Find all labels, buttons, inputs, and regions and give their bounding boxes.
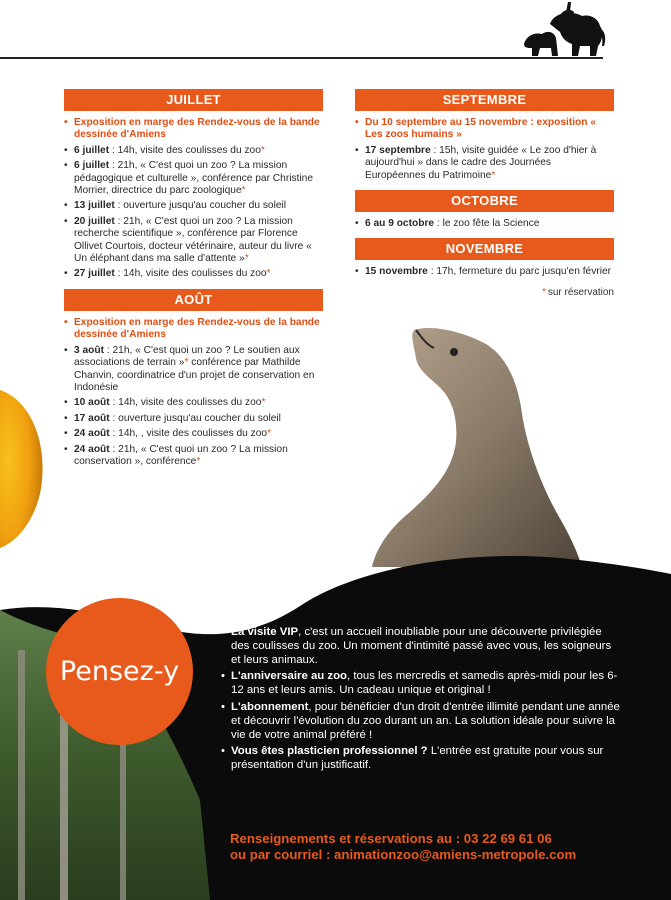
right-column xyxy=(355,89,614,298)
header-rule xyxy=(0,57,603,59)
event-list-juillet xyxy=(64,117,323,281)
event-list-septembre xyxy=(355,117,614,182)
animals-silhouette-icon xyxy=(520,2,608,58)
month-header-septembre: SEPTEMBRE xyxy=(355,89,614,111)
event-item: • 24 août : 14h, , visite des coulisses du zoo* xyxy=(64,428,323,440)
tip-item: • L'abonnement, pour bénéficier d'un droit d'entrée illimité pendant une année et découvrir l'évolution du zoo durant un an. La solution idéale pour suivre la vie de votre animal préféré ! xyxy=(221,701,621,742)
event-item: • Du 10 septembre au 15 novembre : exposition « Les zoos humains » xyxy=(355,117,614,142)
tip-item: • L'anniversaire au zoo, tous les mercredis et samedis après-midi pour les 6-12 ans et leurs amis. Un cadeau unique et original ! xyxy=(221,670,621,698)
contact-info xyxy=(230,831,650,863)
event-item: • 6 juillet : 14h, visite des coulisses du zoo* xyxy=(64,145,323,157)
event-item: • 6 au 9 octobre : le zoo fête la Science xyxy=(355,218,614,230)
event-item: • 20 juillet : 21h, « C'est quoi un zoo ? La mission recherche scientifique », conférence par Florence Ollivet Courtois, docteur vétérinaire, auteur du livre « Un éléphant dans ma salle d'attente »* xyxy=(64,216,323,266)
event-list-aout xyxy=(64,317,323,468)
event-item: • 27 juillet : 14h, visite des coulisses du zoo* xyxy=(64,268,323,280)
month-header-novembre: NOVEMBRE xyxy=(355,238,614,260)
contact-phone[interactable]: Renseignements et réservations au : 03 22 69 61 06 xyxy=(230,831,552,846)
event-item: • 10 août : 14h, visite des coulisses du zoo* xyxy=(64,397,323,409)
month-header-juillet: JUILLET xyxy=(64,89,323,111)
contact-email[interactable]: ou par courriel : animationzoo@amiens-metropole.com xyxy=(230,847,577,862)
month-header-aout: AOÛT xyxy=(64,289,323,311)
event-list-novembre xyxy=(355,266,614,278)
event-item: • Exposition en marge des Rendez-vous de la bande dessinée d'Amiens xyxy=(64,317,323,342)
sea-lion-photo xyxy=(372,322,582,567)
orange-bird-photo xyxy=(0,380,48,550)
reservation-note: * sur réservation xyxy=(541,286,614,298)
pensez-title: Pensez-y xyxy=(59,656,180,687)
left-column xyxy=(64,89,323,476)
event-item: • 3 août : 21h, « C'est quoi un zoo ? Le soutien aux associations de terrain »* conférence par Mathilde Chanvin, coordinatrice d'un projet de conservation en Indonésie xyxy=(64,345,323,395)
event-item: • 13 juillet : ouverture jusqu'au coucher du soleil xyxy=(64,200,323,212)
event-item: • 15 novembre : 17h, fermeture du parc jusqu'en février xyxy=(355,266,614,278)
event-item: • Exposition en marge des Rendez-vous de la bande dessinée d'Amiens xyxy=(64,117,323,142)
event-item: • 6 juillet : 21h, « C'est quoi un zoo ? La mission pédagogique et culturelle », conférence par Christine Morrier, directrice du parc zoologique* xyxy=(64,160,323,197)
event-item: • 17 août : ouverture jusqu'au coucher du soleil xyxy=(64,413,323,425)
pensez-circle xyxy=(46,598,193,745)
event-item: • 24 août : 21h, « C'est quoi un zoo ? La mission conservation », conférence* xyxy=(64,444,323,469)
month-header-octobre: OCTOBRE xyxy=(355,190,614,212)
event-item: • 17 septembre : 15h, visite guidée « Le zoo d'hier à aujourd'hui » dans le cadre des Journées Européennes du Patrimoine* xyxy=(355,145,614,182)
tip-item: • La visite VIP, c'est un accueil inoubliable pour une découverte privilégiée des coulisses du zoo. Un moment d'intimité passé avec vous, les soigneurs et leurs animaux. xyxy=(221,626,621,667)
tip-item: • Vous êtes plasticien professionnel ? L'entrée est gratuite pour vous sur présentation d'un justificatif. xyxy=(221,745,621,773)
tips-list xyxy=(221,626,621,776)
event-list-octobre xyxy=(355,218,614,230)
